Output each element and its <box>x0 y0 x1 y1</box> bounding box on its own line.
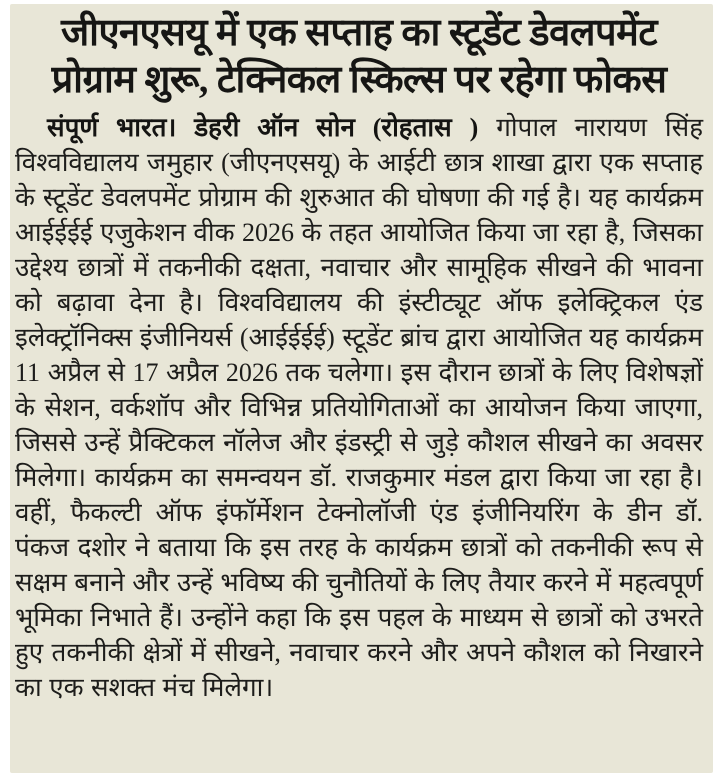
newspaper-clipping <box>10 4 713 773</box>
headline-line-2: प्रोग्राम शुरू, टेक्निकल स्किल्स पर रहेगा फोकस <box>51 59 667 101</box>
article-body <box>15 110 703 705</box>
article-text: गोपाल नारायण सिंह विश्वविद्यालय जमुहार (जीएनएसयू) के आईटी छात्र शाखा द्वारा एक सप्ताह के स्टूडेंट डेवलपमेंट प्रोग्राम की शुरुआत की घोषणा की गई है। यह कार्यक्रम आईईईई एजुकेशन वीक 2026 के तहत आयोजित किया जा रहा है, जिसका उद्देश्य छात्रों में तकनीकी दक्षता, नवाचार और सामूहिक सीखने की भावना को बढ़ावा देना है। विश्वविद्यालय की इंस्टीट्यूट ऑफ इलेक्ट्रिकल एंड इलेक्ट्रॉनिक्स इंजीनियर्स (आईईईई) स्टूडेंट ब्रांच द्वारा आयोजित यह कार्यक्रम 11 अप्रैल से 17 अप्रैल 2026 तक चलेगा। इस दौरान छात्रों के लिए विशेषज्ञों के सेशन, वर्कशॉप और विभिन्न प्रतियोगिताओं का आयोजन किया जाएगा, जिससे उन्हें प्रैक्टिकल नॉलेज और इंडस्ट्री से जुड़े कौशल सीखने का अवसर मिलेगा। कार्यक्रम का समन्वयन डॉ. राजकुमार मंडल द्वारा किया जा रहा है। वहीं, फैकल्टी ऑफ इंफॉर्मेशन टेक्नोलॉजी एंड इंजीनियरिंग के डीन डॉ. पंकज दशोर ने बताया कि इस तरह के कार्यक्रम छात्रों को तकनीकी रूप से सक्षम बनाने और उन्हें भविष्य की चुनौतियों के लिए तैयार करने में महत्वपूर्ण भूमिका निभाते हैं। उन्होंने कहा कि इस पहल के माध्यम से छात्रों को उभरते हुए तकनीकी क्षेत्रों में सीखने, नवाचार करने और अपने कौशल को निखारने का एक सशक्त मंच मिलेगा। <box>15 113 704 702</box>
article-headline <box>15 8 703 104</box>
headline-line-1: जीएनएसयू में एक सप्ताह का स्टूडेंट डेवलपमेंट <box>60 12 657 54</box>
dateline-lead: संपूर्ण भारत। डेहरी ऑन सोन (रोहतास ) <box>47 113 479 142</box>
